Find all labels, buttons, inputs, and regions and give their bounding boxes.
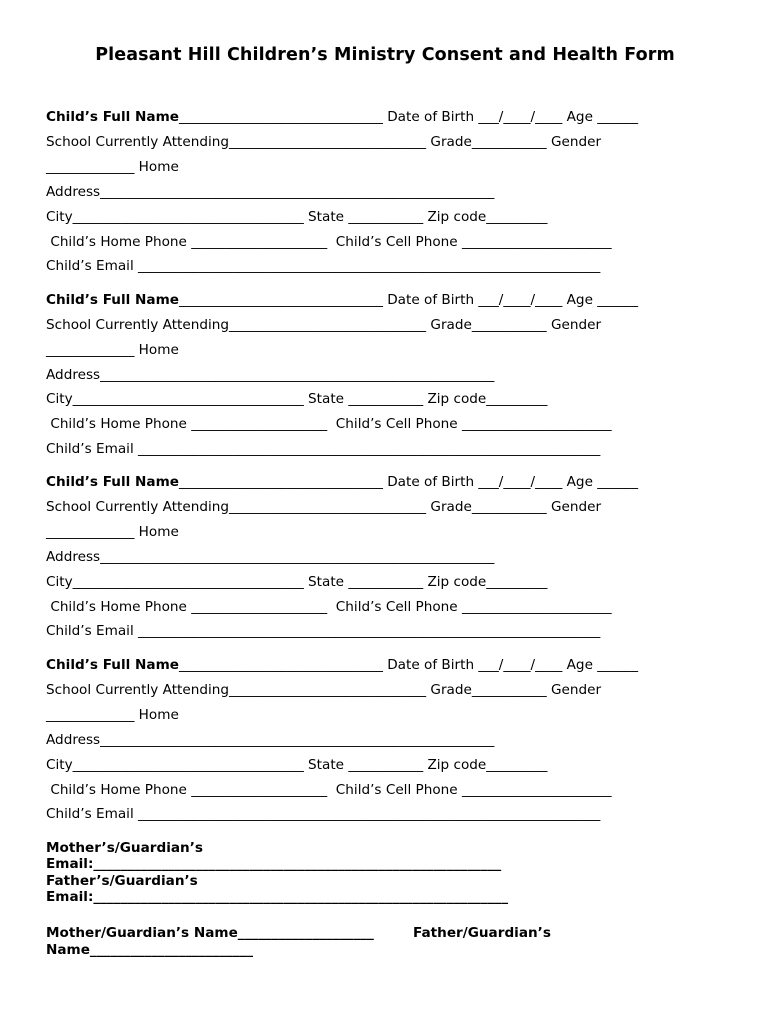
child-email-row[interactable]: Child’s Email ____________________________________________________________________: [46, 806, 601, 822]
city-state-zip-row[interactable]: City__________________________________ State ___________ Zip code_________: [46, 209, 548, 225]
child-name-dob-age: ______________________________ Date of Birth ___/____/____ Age ______: [178, 109, 639, 125]
phone-row[interactable]: Child’s Home Phone ____________________ Child’s Cell Phone ______________________: [46, 599, 612, 615]
mother-name-field[interactable]: Mother/Guardian’s Name____________________: [46, 925, 374, 941]
child-name-label: Child’s Full Name: [46, 474, 179, 490]
child-email-row[interactable]: Child’s Email ____________________________________________________________________: [46, 623, 601, 639]
child-name-label: Child’s Full Name: [46, 292, 179, 308]
child-name-row[interactable]: [46, 657, 638, 674]
phone-row[interactable]: Child’s Home Phone ____________________ Child’s Cell Phone ______________________: [46, 416, 612, 432]
phone-row[interactable]: Child’s Home Phone ____________________ Child’s Cell Phone ______________________: [46, 782, 612, 798]
child-email-row[interactable]: Child’s Email ____________________________________________________________________: [46, 258, 601, 274]
father-email-field[interactable]: Email:_____________________________________________________________: [46, 889, 508, 905]
city-state-zip-row[interactable]: City__________________________________ State ___________ Zip code_________: [46, 574, 548, 590]
school-grade-gender-row[interactable]: School Currently Attending_____________________________ Grade___________ Gender: [46, 317, 602, 333]
child-name-row[interactable]: [46, 109, 638, 126]
address-row[interactable]: Address__________________________________________________________: [46, 732, 495, 748]
form-title: Pleasant Hill Children’s Ministry Consent and Health Form: [95, 45, 675, 65]
school-grade-gender-row[interactable]: School Currently Attending_____________________________ Grade___________ Gender: [46, 499, 602, 515]
city-state-zip-row[interactable]: City__________________________________ State ___________ Zip code_________: [46, 391, 548, 407]
child-name-label: Child’s Full Name: [46, 657, 179, 673]
father-email-label: Father’s/Guardian’s: [46, 873, 198, 889]
child-name-dob-age: ______________________________ Date of Birth ___/____/____ Age ______: [178, 474, 639, 490]
gender-home-row[interactable]: _____________ Home: [46, 159, 179, 175]
school-grade-gender-row[interactable]: School Currently Attending_____________________________ Grade___________ Gender: [46, 134, 602, 150]
child-name-row[interactable]: [46, 474, 638, 491]
address-row[interactable]: Address__________________________________________________________: [46, 184, 495, 200]
city-state-zip-row[interactable]: City__________________________________ State ___________ Zip code_________: [46, 757, 548, 773]
father-name-field[interactable]: Name________________________: [46, 942, 254, 958]
child-email-row[interactable]: Child’s Email ____________________________________________________________________: [46, 441, 601, 457]
address-row[interactable]: Address__________________________________________________________: [46, 549, 495, 565]
mother-email-label: Mother’s/Guardian’s: [46, 840, 203, 856]
child-name-label: Child’s Full Name: [46, 109, 179, 125]
gender-home-row[interactable]: _____________ Home: [46, 342, 179, 358]
child-name-dob-age: ______________________________ Date of Birth ___/____/____ Age ______: [178, 292, 639, 308]
gender-home-row[interactable]: _____________ Home: [46, 707, 179, 723]
child-name-row[interactable]: [46, 292, 638, 309]
phone-row[interactable]: Child’s Home Phone ____________________ Child’s Cell Phone ______________________: [46, 234, 612, 250]
mother-email-field[interactable]: Email:____________________________________________________________: [46, 856, 502, 872]
gender-home-row[interactable]: _____________ Home: [46, 524, 179, 540]
school-grade-gender-row[interactable]: School Currently Attending_____________________________ Grade___________ Gender: [46, 682, 602, 698]
address-row[interactable]: Address__________________________________________________________: [46, 367, 495, 383]
father-name-label: Father/Guardian’s: [413, 925, 551, 941]
child-name-dob-age: ______________________________ Date of Birth ___/____/____ Age ______: [178, 657, 639, 673]
